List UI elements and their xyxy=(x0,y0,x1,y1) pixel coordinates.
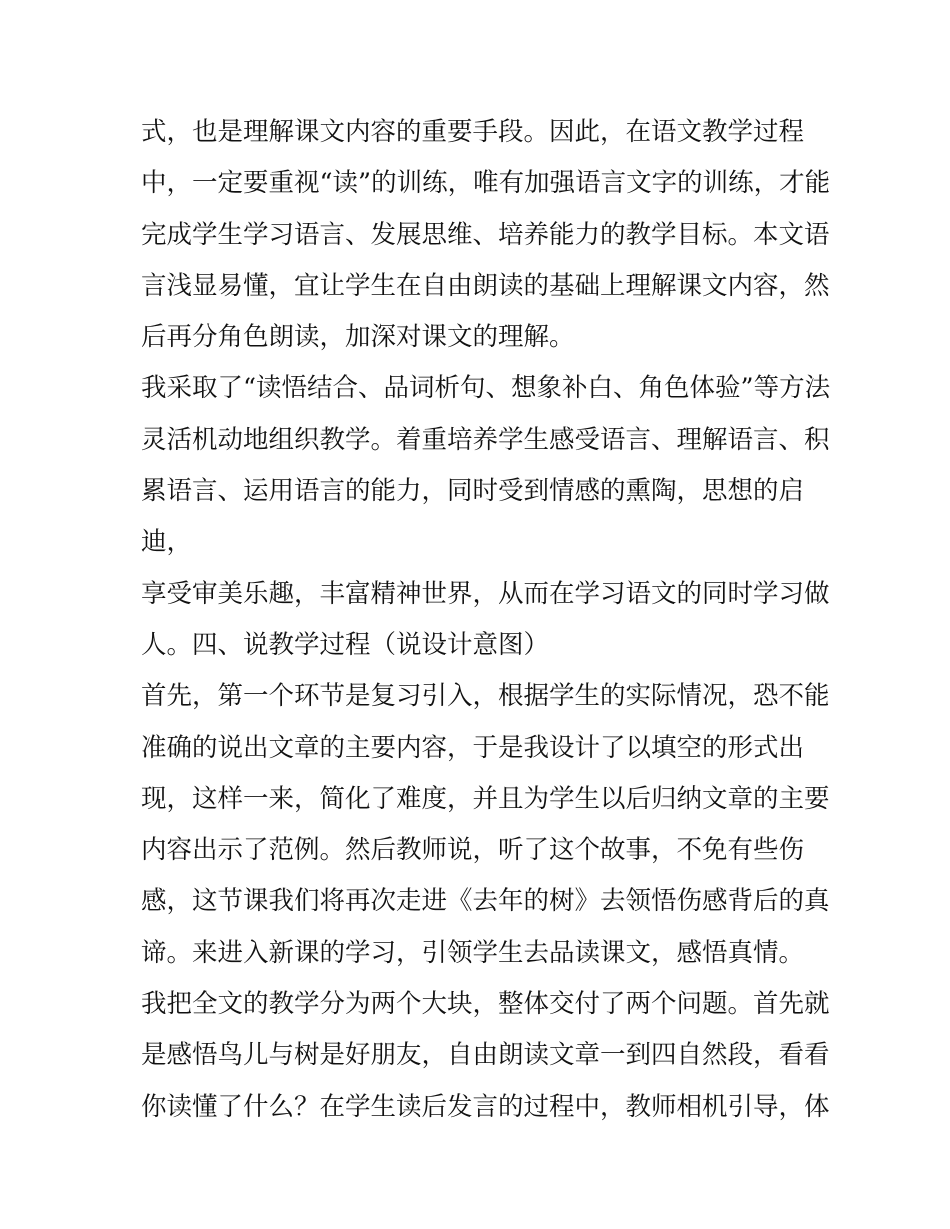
text-line: 内容出示了范例。然后教师说，听了这个故事，不免有些伤 xyxy=(141,835,805,866)
text-line: 我采取了“读悟结合、品词析句、想象补白、角色体验”等方法 xyxy=(141,373,831,404)
text-line: 完成学生学习语言、发展思维、培养能力的教学目标。本文语 xyxy=(141,219,830,250)
text-line: 是感悟鸟儿与树是好朋友，自由朗读文章一到四自然段，看看 xyxy=(141,1040,830,1071)
text-line: 谛。来进入新课的学习，引领学生去品读课文，感悟真情。 xyxy=(141,937,805,968)
text-line: 我把全文的教学分为两个大块，整体交付了两个问题。首先就 xyxy=(141,989,830,1020)
text-line: 言浅显易懂，宜让学生在自由朗读的基础上理解课文内容，然 xyxy=(141,270,830,301)
text-line: 人。四、说教学过程（说设计意图） xyxy=(141,629,550,660)
text-line: 迪， xyxy=(141,527,193,558)
text-line: 首先，第一个环节是复习引入，根据学生的实际情况，恐不能 xyxy=(141,681,830,712)
body-text xyxy=(141,107,831,1133)
text-line: 后再分角色朗读，加深对课文的理解。 xyxy=(141,322,575,353)
text-line: 准确的说出文章的主要内容，于是我设计了以填空的形式出 xyxy=(141,732,805,763)
text-line: 累语言、运用语言的能力，同时受到情感的熏陶，思想的启 xyxy=(141,476,805,507)
text-line: 你读懂了什么？在学生读后发言的过程中，教师相机引导，体 xyxy=(141,1091,830,1122)
text-line: 式，也是理解课文内容的重要手段。因此，在语文教学过程 xyxy=(141,117,805,147)
text-line: 灵活机动地组织教学。着重培养学生感受语言、理解语言、积 xyxy=(141,424,830,455)
text-line: 享受审美乐趣，丰富精神世界，从而在学习语文的同时学习做 xyxy=(141,578,830,609)
text-line: 现，这样一来，简化了难度，并且为学生以后归纳文章的主要 xyxy=(141,783,830,814)
text-line: 感，这节课我们将再次走进《去年的树》去领悟伤感背后的真 xyxy=(141,886,830,917)
text-line: 中，一定要重视“读”的训练，唯有加强语言文字的训练，才能 xyxy=(141,168,831,199)
